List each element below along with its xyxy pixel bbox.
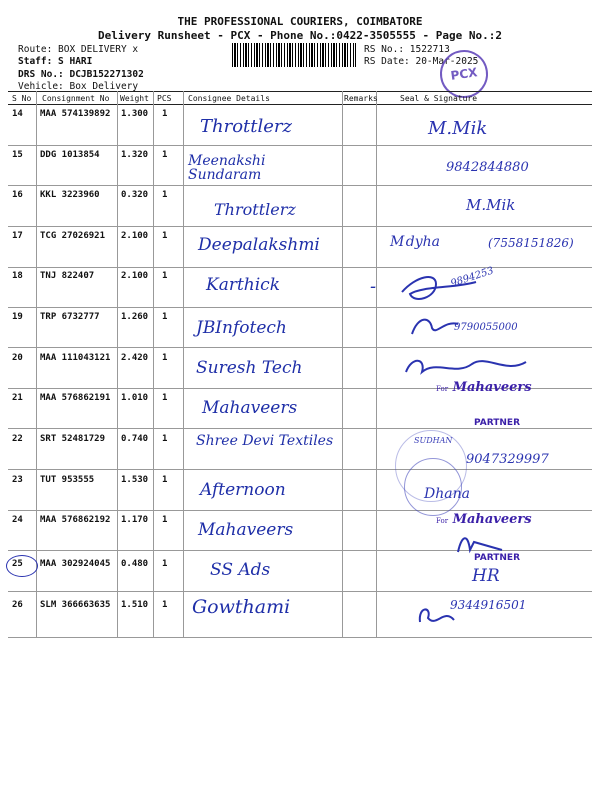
table-row-pcs: 1 — [162, 353, 168, 363]
partner-stamp-label: PARTNER — [474, 553, 521, 563]
consignee-handwriting: Suresh Tech — [196, 358, 303, 378]
table-row-pcs: 1 — [162, 434, 168, 444]
col-header-weight: Weight — [120, 94, 149, 103]
seal-text: SUDHAN — [414, 436, 453, 445]
stamp-for-label: For — [436, 517, 449, 525]
table-row-sno: 20 — [12, 353, 23, 363]
table-row-sno: 16 — [12, 190, 23, 200]
document-subtitle: Delivery Runsheet - PCX - Phone No.:0422-3505555 - Page No.:2 — [98, 29, 502, 42]
table-row-consignment: SRT 52481729 — [40, 434, 106, 444]
table-row-consignment: TUT 953555 — [40, 475, 95, 485]
table-row-weight: 0.740 — [121, 434, 149, 444]
table-row-sno: 26 — [12, 600, 23, 610]
signature-handwriting: HR — [472, 566, 500, 586]
table-row-pcs: 1 — [162, 600, 168, 610]
consignee-handwriting: Mahaveers — [202, 398, 298, 418]
table-row-sno: 24 — [12, 515, 23, 525]
drs-number-field: DRS No.: DCJB152271302 — [18, 69, 144, 80]
row-divider — [8, 469, 592, 470]
signature-phone: (7558151826) — [488, 236, 574, 250]
col-divider — [342, 91, 343, 637]
table-row-pcs: 1 — [162, 150, 168, 160]
row-divider — [8, 145, 592, 146]
col-divider — [183, 91, 184, 637]
row-divider — [8, 185, 592, 186]
table-row-pcs: 1 — [162, 475, 168, 485]
table-row-pcs: 1 — [162, 312, 168, 322]
table-row-pcs: 1 — [162, 109, 168, 119]
consignee-handwriting: Meenakshi Sundaram — [188, 153, 266, 183]
barcode-image — [232, 43, 356, 67]
col-header-consignee: Consignee Details — [188, 94, 270, 103]
table-row-weight: 1.260 — [121, 312, 149, 322]
table-row-consignment: MAA 111043121 — [40, 353, 111, 363]
table-row-sno: 21 — [12, 393, 23, 403]
rs-date-field: RS Date: 20-Mar-2025 — [364, 56, 479, 67]
header-bottom-rule — [8, 104, 592, 105]
consignee-handwriting: Throttlerz — [214, 200, 296, 219]
table-row-weight: 0.480 — [121, 559, 149, 569]
table-row-sno: 22 — [12, 434, 23, 444]
table-row-weight: 1.300 — [121, 109, 149, 119]
pcx-stamp: PCX — [437, 47, 491, 101]
table-row-weight: 0.320 — [121, 190, 149, 200]
row-divider — [8, 307, 592, 308]
remarks-handwriting: - — [370, 276, 377, 297]
consignee-handwriting: Shree Devi Textiles — [196, 433, 334, 449]
signature-phone: 9894253 — [449, 265, 496, 290]
table-row-sno: 15 — [12, 150, 23, 160]
stamp-company-name: Mahaveers — [452, 512, 532, 527]
document-title: THE PROFESSIONAL COURIERS, COIMBATORE — [177, 15, 423, 28]
table-row-sno: 25 — [12, 559, 23, 569]
signature-phone: 9790055000 — [454, 322, 518, 333]
table-row-weight: 1.010 — [121, 393, 149, 403]
table-row-sno: 14 — [12, 109, 23, 119]
table-row-consignment: MAA 574139892 — [40, 109, 111, 119]
table-row-pcs: 1 — [162, 559, 168, 569]
col-header-remarks: Remarks — [344, 94, 378, 103]
table-row-consignment: TRP 6732777 — [40, 312, 100, 322]
table-row-consignment: DDG 1013854 — [40, 150, 100, 160]
mahaveers-stamp — [436, 380, 532, 395]
signature-scribble — [396, 350, 546, 384]
col-header-consignment: Consignment No — [42, 94, 110, 103]
signature-phone: 9344916501 — [450, 598, 527, 612]
consignee-handwriting: Gowthami — [192, 596, 291, 618]
table-row-consignment: KKL 3223960 — [40, 190, 100, 200]
mahaveers-stamp — [436, 512, 532, 527]
table-row-weight: 2.420 — [121, 353, 149, 363]
signature-handwriting: M.Mik — [466, 196, 516, 214]
table-row-consignment: MAA 576862192 — [40, 515, 111, 525]
table-row-weight: 1.170 — [121, 515, 149, 525]
table-row-weight: 1.510 — [121, 600, 149, 610]
col-header-signature: Seal & Signature — [400, 94, 478, 103]
consignee-handwriting: Karthick — [206, 275, 281, 295]
col-divider — [153, 91, 154, 637]
row-divider — [8, 510, 592, 511]
table-row-consignment: TNJ 822407 — [40, 271, 95, 281]
route-field: Route: BOX DELIVERY x — [18, 44, 139, 55]
table-row-pcs: 1 — [162, 190, 168, 200]
table-row-consignment: SLM 366663635 — [40, 600, 111, 610]
col-divider — [376, 91, 377, 637]
col-divider — [117, 91, 118, 637]
table-top-rule — [8, 91, 592, 92]
table-row-consignment: TCG 27026921 — [40, 231, 106, 241]
row-divider — [8, 347, 592, 348]
row-divider — [8, 591, 592, 592]
table-row-pcs: 1 — [162, 271, 168, 281]
signature-phone: 9047329997 — [466, 452, 549, 467]
table-row-sno: 19 — [12, 312, 23, 322]
signature-handwriting: 9842844880 — [446, 160, 529, 175]
signature-handwriting: Dhana — [424, 486, 470, 502]
stamp-company-name: Mahaveers — [452, 380, 532, 395]
consignee-handwriting: Deepalakshmi — [198, 235, 320, 255]
consignee-handwriting: Mahaveers — [198, 520, 294, 540]
table-row-sno: 17 — [12, 231, 23, 241]
signature-handwriting: M.Mik — [428, 118, 488, 139]
consignee-handwriting: SS Ads — [210, 560, 271, 580]
col-header-sno: S No — [12, 94, 32, 103]
table-row-weight: 2.100 — [121, 231, 149, 241]
col-divider — [36, 91, 37, 637]
table-row-weight: 2.100 — [121, 271, 149, 281]
col-header-pcs: PCS — [157, 94, 172, 103]
table-row-pcs: 1 — [162, 393, 168, 403]
table-row-weight: 1.320 — [121, 150, 149, 160]
table-row-sno: 23 — [12, 475, 23, 485]
consignee-handwriting: JBInfotech — [196, 318, 287, 338]
table-row-pcs: 1 — [162, 515, 168, 525]
table-row-consignment: MAA 576862191 — [40, 393, 111, 403]
row-divider — [8, 428, 592, 429]
row-divider — [8, 226, 592, 227]
table-row-consignment: MAA 302924045 — [40, 559, 111, 569]
signature-scribble: M ​dyha — [390, 234, 440, 250]
table-row-weight: 1.530 — [121, 475, 149, 485]
vehicle-field: Vehicle: Box Delivery — [18, 81, 139, 92]
staff-field: Staff: S HARI — [18, 56, 93, 67]
rs-number-field: RS No.: 1522713 — [364, 44, 450, 55]
partner-stamp-label: PARTNER — [474, 418, 521, 428]
table-bottom-rule — [8, 637, 592, 638]
table-row-pcs: 1 — [162, 231, 168, 241]
stamp-for-label: For — [436, 385, 449, 393]
consignee-handwriting: Afternoon — [200, 480, 286, 500]
table-row-sno: 18 — [12, 271, 23, 281]
consignee-handwriting: Throttlerz — [200, 116, 293, 137]
